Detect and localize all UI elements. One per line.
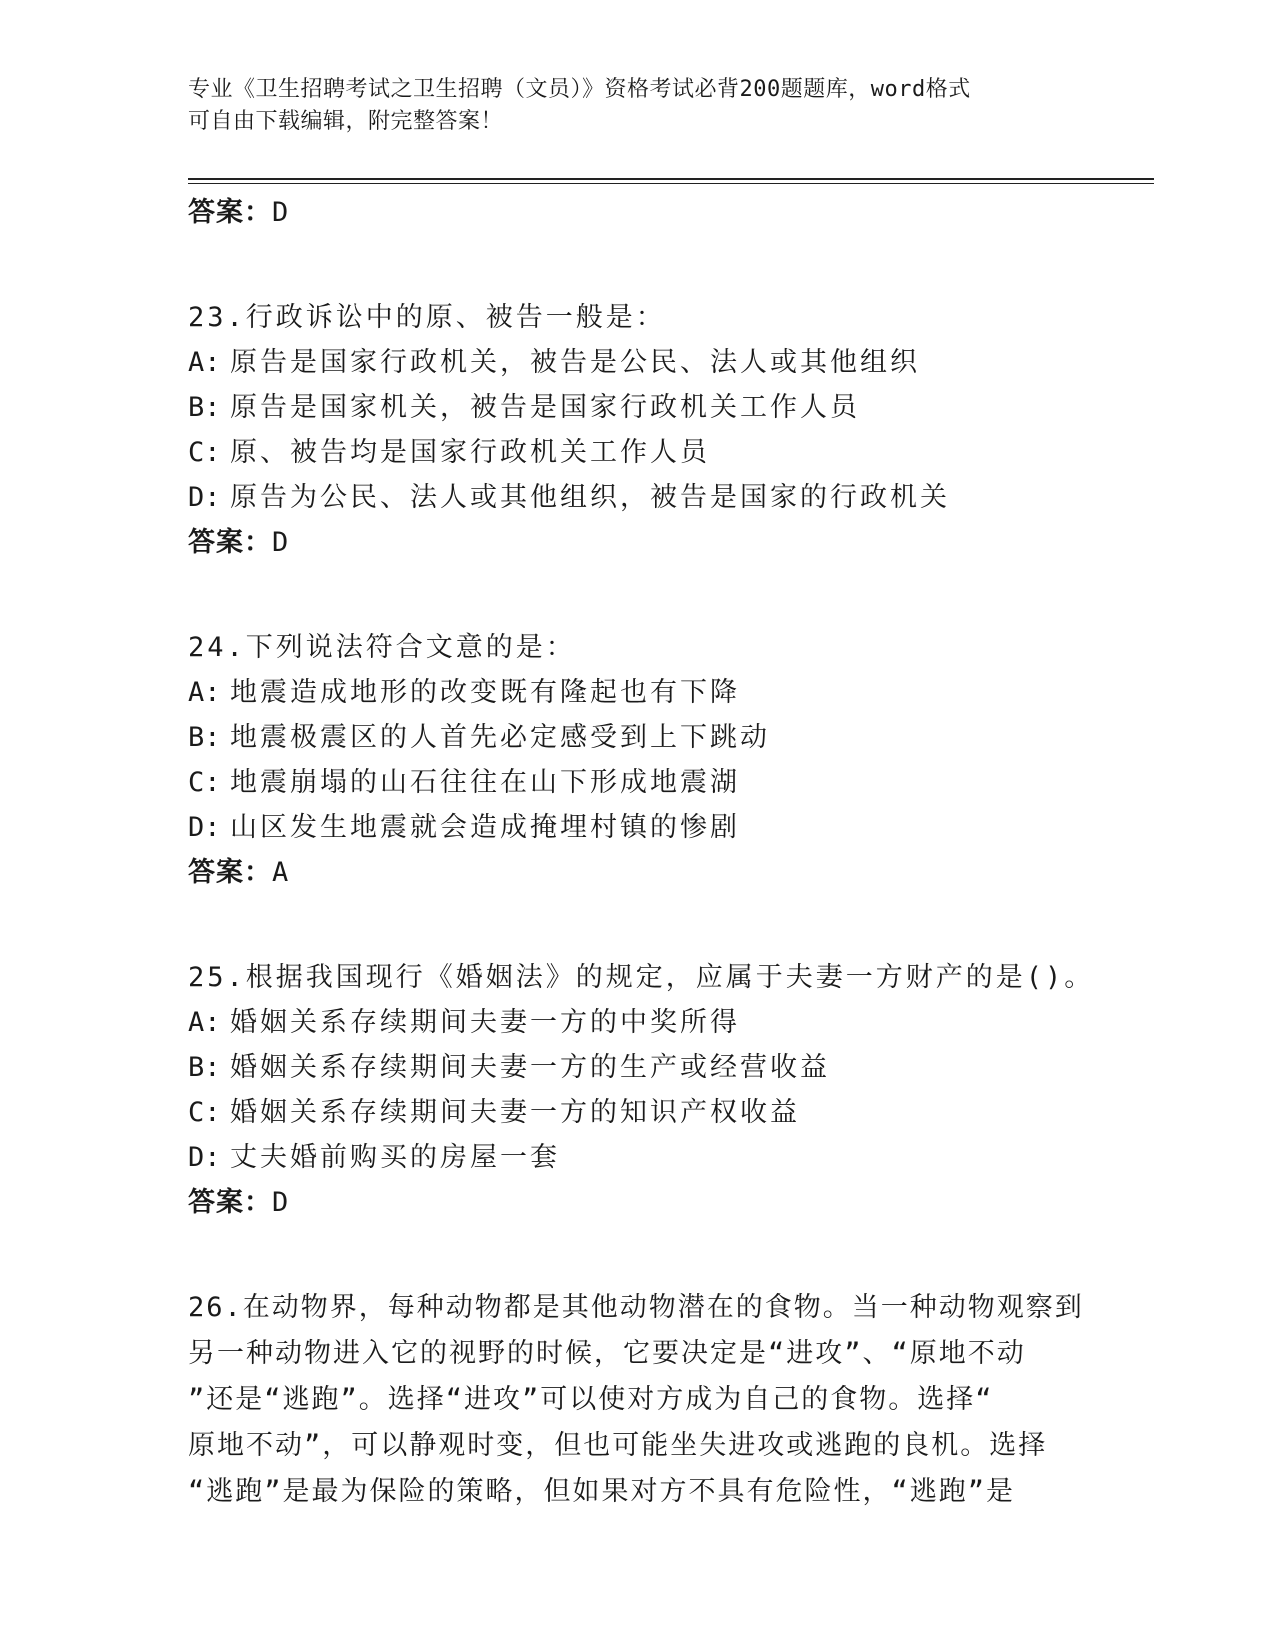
question-25 — [188, 955, 1095, 1225]
option-d — [188, 805, 1088, 850]
option-text: 婚姻关系存续期间夫妻一方的生产或经营收益 — [230, 1052, 830, 1083]
question-text-line: 另一种动物进入它的视野的时候，它要决定是“进攻”、“原地不动 — [188, 1338, 1026, 1369]
option-letter: A: — [188, 347, 221, 378]
option-text: 地震造成地形的改变既有隆起也有下降 — [230, 677, 740, 708]
option-a — [188, 340, 1088, 385]
option-text: 山区发生地震就会造成掩埋村镇的惨剧 — [230, 812, 740, 843]
answer-value: D — [272, 527, 290, 558]
answer-label: 答案： — [188, 527, 272, 558]
option-text: 婚姻关系存续期间夫妻一方的中奖所得 — [230, 1007, 740, 1038]
option-letter: D: — [188, 1142, 221, 1173]
question-24 — [188, 625, 1088, 895]
option-text: 原、被告均是国家行政机关工作人员 — [230, 437, 710, 468]
option-a — [188, 670, 1088, 715]
option-letter: A: — [188, 677, 221, 708]
option-letter: C: — [188, 437, 221, 468]
header-divider-thin — [188, 183, 1154, 184]
question-text: 23.行政诉讼中的原、被告一般是： — [188, 302, 666, 333]
option-d — [188, 475, 1088, 520]
option-letter: B: — [188, 1052, 221, 1083]
option-text: 地震极震区的人首先必定感受到上下跳动 — [230, 722, 770, 753]
answer-value: D — [272, 197, 290, 228]
question-text-line: 原地不动”，可以静观时变，但也可能坐失进攻或逃跑的良机。选择 — [188, 1430, 1048, 1461]
option-a — [188, 1000, 1088, 1045]
option-c — [188, 760, 1088, 805]
question-23 — [188, 295, 1088, 565]
header-divider-thick — [188, 178, 1154, 180]
option-b — [188, 1045, 1088, 1090]
option-c — [188, 1090, 1088, 1135]
option-letter: B: — [188, 392, 221, 423]
answer-line — [188, 1180, 1088, 1225]
question-text: 25.根据我国现行《婚姻法》的规定，应属于夫妻一方财产的是()。 — [188, 962, 1095, 993]
option-text: 婚姻关系存续期间夫妻一方的知识产权收益 — [230, 1097, 800, 1128]
option-text: 原告是国家行政机关，被告是公民、法人或其他组织 — [230, 347, 920, 378]
question-text-line: 26.在动物界，每种动物都是其他动物潜在的食物。当一种动物观察到 — [188, 1292, 1084, 1323]
option-letter: C: — [188, 767, 221, 798]
option-b — [188, 385, 1088, 430]
option-letter: B: — [188, 722, 221, 753]
header-title-line-1: 专业《卫生招聘考试之卫生招聘（文员）》资格考试必背200题题库，word格式 — [188, 77, 971, 102]
answer-value: A — [272, 857, 290, 888]
option-letter: C: — [188, 1097, 221, 1128]
option-letter: A: — [188, 1007, 221, 1038]
question-list — [188, 190, 1095, 1515]
option-text: 地震崩塌的山石往往在山下形成地震湖 — [230, 767, 740, 798]
question-text-line: “逃跑”是最为保险的策略，但如果对方不具有危险性，“逃跑”是 — [188, 1476, 1016, 1507]
answer-label: 答案： — [188, 197, 272, 228]
option-c — [188, 430, 1088, 475]
header-title-line-2: 可自由下载编辑，附完整答案！ — [188, 109, 504, 134]
answer-line — [188, 850, 1088, 895]
answer-line — [188, 520, 1088, 565]
answer-line — [188, 190, 1088, 235]
answer-label: 答案： — [188, 857, 272, 888]
option-b — [188, 715, 1088, 760]
option-text: 原告为公民、法人或其他组织，被告是国家的行政机关 — [230, 482, 950, 513]
option-text: 原告是国家机关，被告是国家行政机关工作人员 — [230, 392, 860, 423]
option-text: 丈夫婚前购买的房屋一套 — [230, 1142, 560, 1173]
option-letter: D: — [188, 482, 221, 513]
question-text: 24.下列说法符合文意的是： — [188, 632, 576, 663]
answer-label: 答案： — [188, 1187, 272, 1218]
question-26 — [188, 1285, 1088, 1515]
option-d — [188, 1135, 1088, 1180]
option-letter: D: — [188, 812, 221, 843]
answer-value: D — [272, 1187, 290, 1218]
document-header — [188, 74, 1068, 138]
question-text-line: ”还是“逃跑”。选择“进攻”可以使对方成为自己的食物。选择“ — [188, 1384, 994, 1415]
